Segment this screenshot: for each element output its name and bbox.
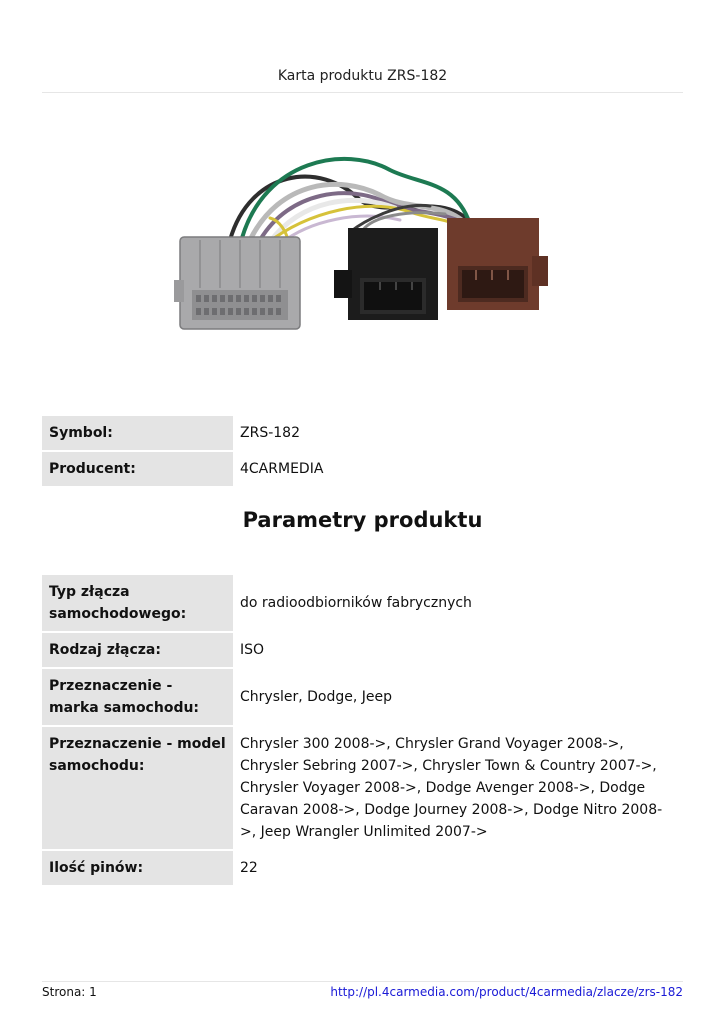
page-header (42, 68, 683, 93)
car-model-value: Chrysler 300 2008->, Chrysler Grand Voyager 2008->, Chrysler Sebring 2007->, Chrysler Town & Country 2007->, Chrysler Voyager 2008->, Dodge Avenger 2008->, Dodge Caravan 2008->, Dodge Journey 2008->, Dodge Nitro 2008->, Jeep Wrangler Unlimited 2007-> (233, 727, 683, 849)
producer-label: Producent: (42, 452, 233, 486)
producer-value: 4CARMEDIA (233, 452, 683, 486)
grey-connector (174, 237, 300, 329)
table-row (42, 669, 683, 725)
basic-info-table (42, 414, 683, 488)
black-iso-connector (334, 228, 438, 320)
connector-type-value: do radioodbiorników fabrycznych (233, 575, 683, 631)
pin-count-value: 22 (233, 851, 683, 885)
car-brand-value: Chrysler, Dodge, Jeep (233, 669, 683, 725)
connector-kind-value: ISO (233, 633, 683, 667)
page-title: Karta produktu ZRS-182 (277, 68, 448, 84)
product-image (170, 140, 560, 345)
pin-count-label: Ilość pinów: (42, 851, 233, 885)
table-row (42, 851, 683, 885)
product-url-link[interactable]: http://pl.4carmedia.com/product/4carmedia/zlacze/zrs-182 (330, 985, 683, 999)
car-model-label: Przeznaczenie - model samochodu: (42, 727, 233, 849)
table-row (42, 575, 683, 631)
table-row (42, 727, 683, 849)
table-row (42, 452, 683, 486)
parameters-table (42, 573, 683, 887)
section-title: Parametry produktu (242, 508, 483, 532)
page-number: Strona: 1 (42, 985, 97, 999)
connector-kind-label: Rodzaj złącza: (42, 633, 233, 667)
connector-type-label: Typ złącza samochodowego: (42, 575, 233, 631)
table-row (42, 633, 683, 667)
symbol-label: Symbol: (42, 416, 233, 450)
page-footer (42, 981, 683, 999)
symbol-value: ZRS-182 (233, 416, 683, 450)
brown-iso-connector (447, 218, 548, 310)
table-row (42, 416, 683, 450)
car-brand-label: Przeznaczenie - marka samochodu: (42, 669, 233, 725)
